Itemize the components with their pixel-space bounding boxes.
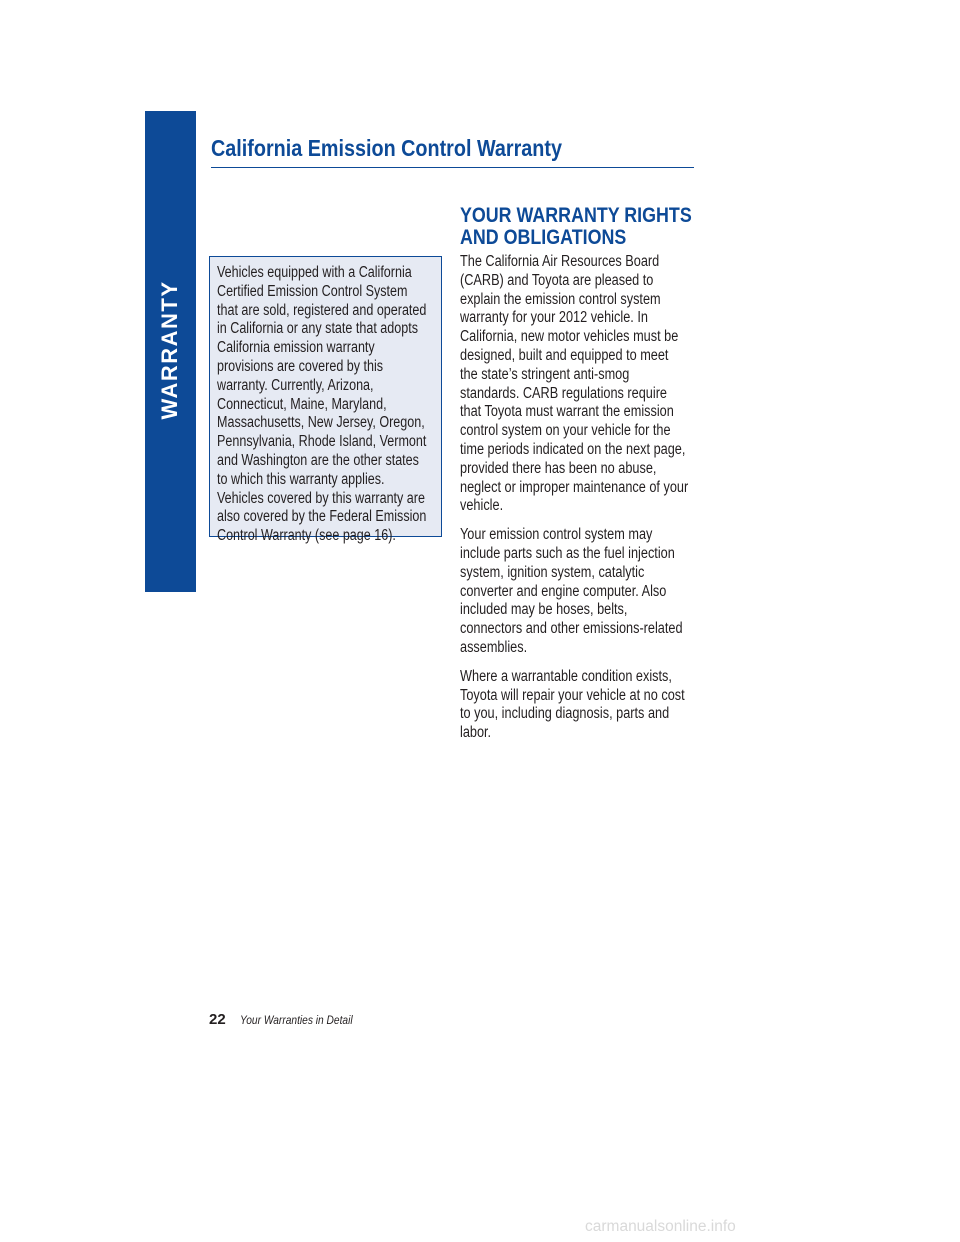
watermark: carmanualsonline.info <box>585 1218 736 1235</box>
body-paragraph: Your emission control system may include parts such as the fuel injection system, ignition system, catalytic converter and engine computer. Also included may be hoses, belts, connectors and other emissions-related assemblies. <box>460 526 683 656</box>
title-divider <box>211 167 694 168</box>
body-column <box>460 253 690 753</box>
footer-label: Your Warranties in Detail <box>240 1013 353 1027</box>
body-paragraph: The California Air Resources Board (CARB) and Toyota are pleased to explain the emission control system warranty for your 2012 vehicle. In California, new motor vehicles must be designed, built and equipped to meet the state’s stringent anti-smog standards. CARB regulations require that Toyota must warrant the emission control system on your vehicle for the time periods indicated on the next page, provided there has been no abuse, neglect or improper maintenance of your vehicle. <box>460 253 689 515</box>
page-number: 22 <box>209 1011 226 1028</box>
section-heading: YOUR WARRANTY RIGHTS AND OBLIGATIONS <box>460 204 692 249</box>
body-paragraph: Where a warrantable condition exists, Toyota will repair your vehicle at no cost to you, including diagnosis, parts and labor. <box>460 667 685 742</box>
page-title: California Emission Control Warranty <box>211 135 562 161</box>
callout-text: Vehicles equipped with a California Certified Emission Control System that are sold, registered and operated in California or any state that adopts California emission warranty provisions are covered by this warranty. Currently, Arizona, Connecticut, Maine, Maryland, Massachusetts, New Jersey, Oregon, Pennsylvania, Rhode Island, Vermont and Washington are the other states to which this warranty applies. Vehicles covered by this warranty are also covered by the Federal Emission Control Warranty (see page 16). <box>217 264 427 545</box>
side-tab-label: WARRANTY <box>157 280 182 420</box>
